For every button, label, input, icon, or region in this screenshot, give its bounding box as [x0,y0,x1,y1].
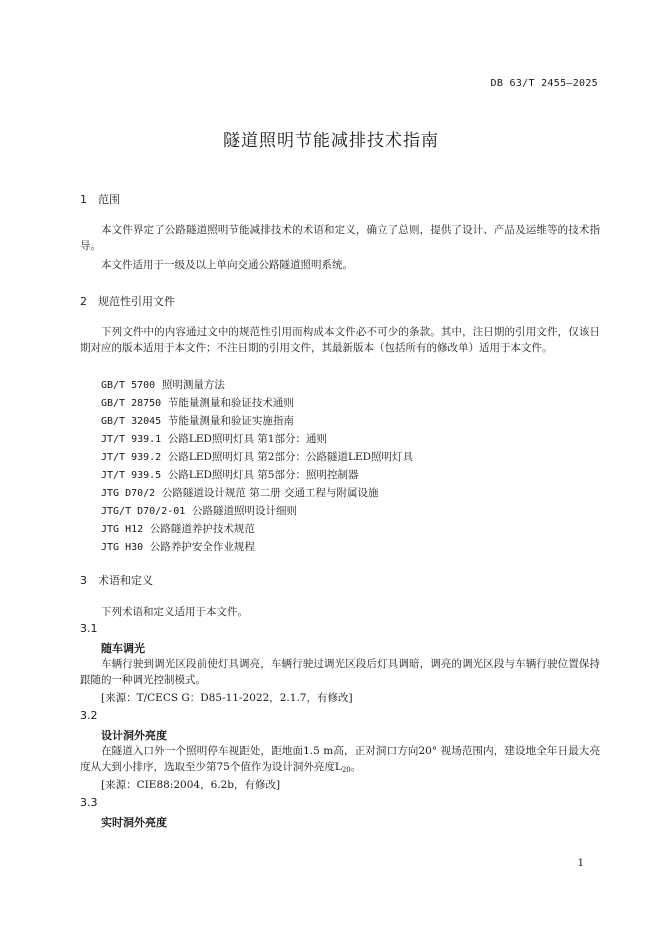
section-number: 1 [80,193,87,206]
section-1-heading [80,191,120,207]
page-number: 1 [577,858,584,869]
term-number: 3.3 [80,796,98,809]
page-title: 隧道照明节能减排技术指南 [223,131,439,151]
term-source: [来源：CIE88:2004，6.2b，有修改] [101,779,281,791]
reference-item: JT/T 939.5 公路LED照明灯具 第5部分：照明控制器 [101,469,359,481]
section-title: 术语和定义 [98,574,153,587]
section-2-intro: 下列文件中的内容通过文中的规范性引用而构成本文件必不可少的条款。其中，注日期的引用文件，仅该日期对应的版本适用于本文件；不注日期的引用文件，其最新版本（包括所有的修改单）适用于本文件。 [80,326,600,354]
section-title: 范围 [98,193,120,206]
term-source: [来源：T/CECS G：D85-11-2022，2.1.7，有修改] [101,692,353,704]
section-title: 规范性引用文件 [98,295,175,308]
reference-item: GB/T 5700 照明测量方法 [101,379,225,391]
section-number: 2 [80,295,87,308]
reference-item: JTG H30 公路养护安全作业规程 [101,541,255,553]
reference-item: JTG H12 公路隧道养护技术规范 [101,523,255,535]
term-name: 实时洞外亮度 [101,816,167,829]
term-name: 随车调光 [101,642,145,655]
section-3-intro: 下列术语和定义适用于本文件。 [101,606,248,618]
section-number: 3 [80,574,87,587]
reference-item: JT/T 939.1 公路LED照明灯具 第1部分：通则 [101,433,327,445]
reference-item: JTG/T D70/2-01 公路隧道照明设计细则 [101,505,297,517]
section-1-paragraph-1: 本文件界定了公路隧道照明节能减排技术的术语和定义，确立了总则，提供了设计、产品及运维等的技术指导。 [80,224,600,252]
term-name: 设计洞外亮度 [101,729,167,742]
subscript: 20 [341,766,351,774]
section-1-paragraph-2: 本文件适用于一级及以上单向交通公路隧道照明系统。 [101,259,353,271]
reference-item: JT/T 939.2 公路LED照明灯具 第2部分：公路隧道LED照明灯具 [101,451,414,463]
reference-item: GB/T 32045 节能量测量和验证实施指南 [101,415,294,427]
term-number: 3.2 [80,709,98,722]
section-2-heading [80,293,175,309]
term-definition: 在隧道入口外一个照明停车视距处，距地面1.5 m高，正对洞口方向20° 视场范围内，建设地全年日最大亮度从大到小排序，选取至少第75个值作为设计洞外亮度$L_{20}$。 [80,745,600,774]
reference-item: GB/T 28750 节能量测量和验证技术通则 [101,397,294,409]
document-code: DB 63/T 2455—2025 [490,78,598,89]
reference-item: JTG D70/2 公路隧道设计规范 第二册 交通工程与附属设施 [101,487,379,499]
term-number: 3.1 [80,622,98,635]
section-3-heading [80,572,153,588]
term-definition: 车辆行驶到调光区段前使灯具调亮，车辆行驶过调光区段后灯具调暗，调亮的调光区段与车辆行驶位置保持跟随的一种调光控制模式。 [80,658,600,686]
